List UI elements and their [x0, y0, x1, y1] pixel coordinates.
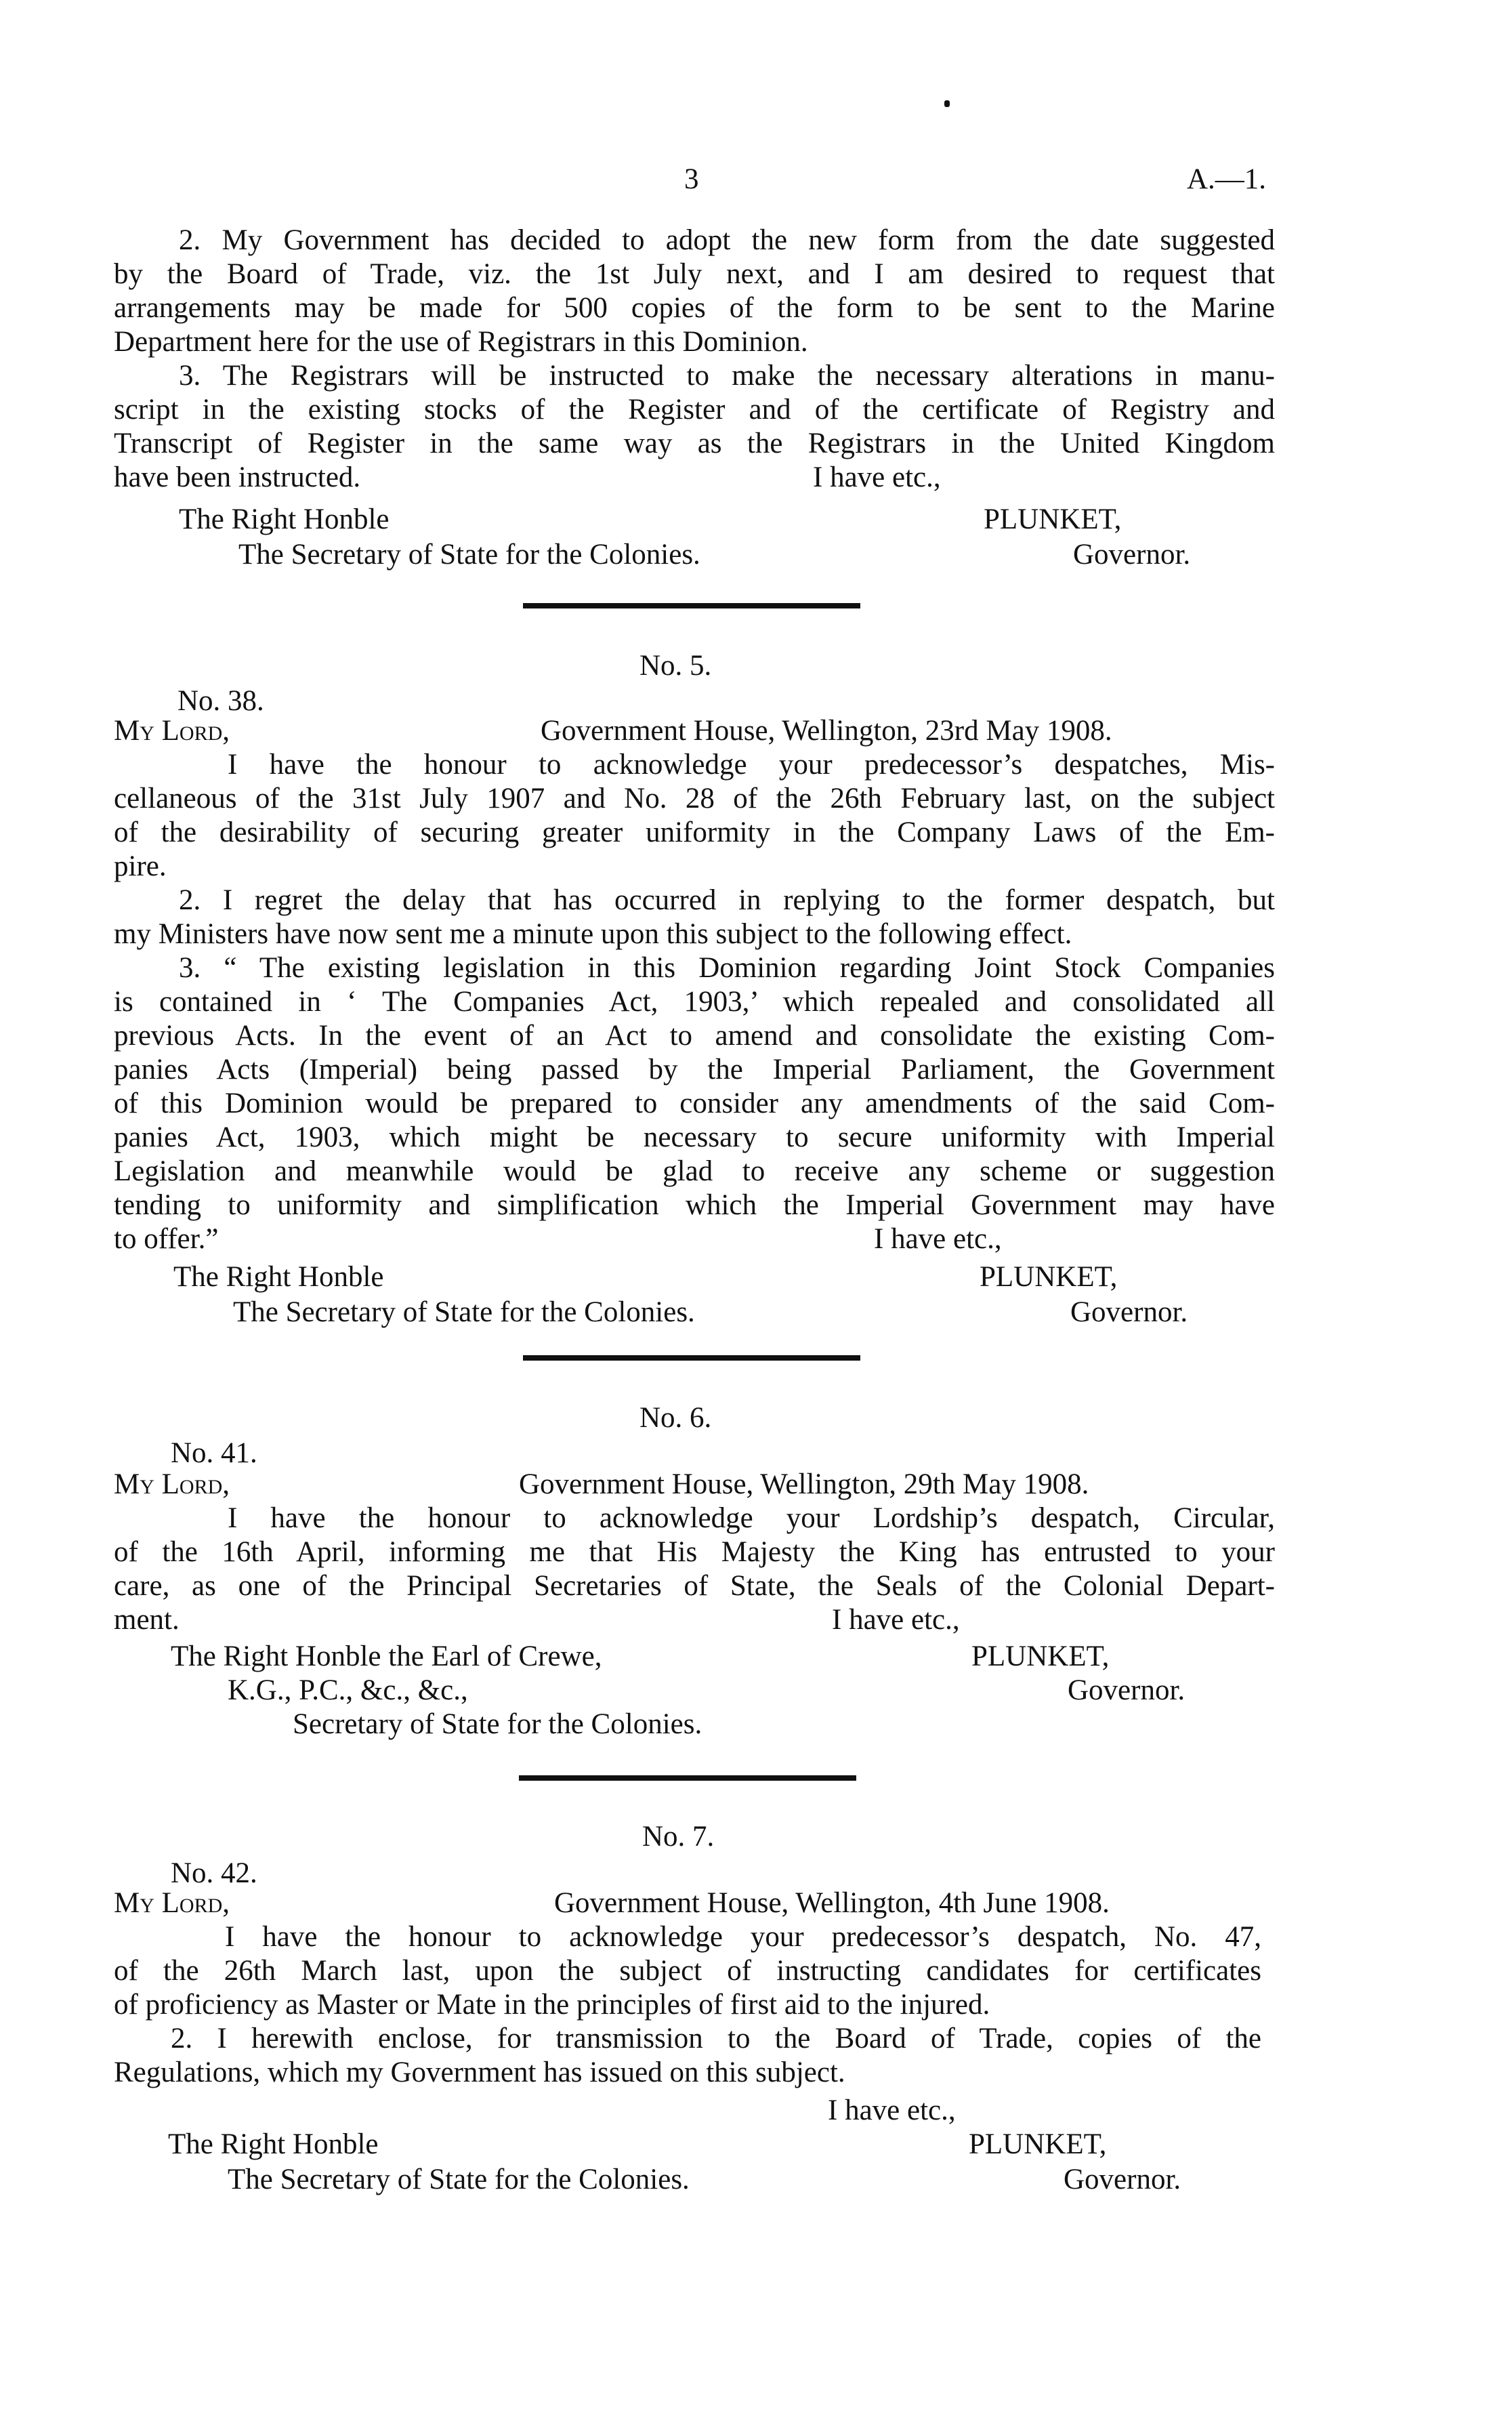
closing-i-have: I have etc.,	[828, 2094, 956, 2126]
text-line: panies Act, 1903, which might be necessary to secure uniformity with Imperial	[114, 1121, 1275, 1153]
addressee-line: The Secretary of State for the Colonies.	[233, 1296, 695, 1328]
text-line: care, as one of the Principal Secretaries of State, the Seals of the Colonial Depart-	[114, 1570, 1275, 1602]
salutation: My Lord,	[114, 715, 230, 747]
text-line: Department here for the use of Registrars in this Dominion.	[114, 326, 808, 358]
addressee-line: Secretary of State for the Colonies.	[293, 1708, 702, 1740]
text-line: 3. “ The existing legislation in this Dominion regarding Joint Stock Companies	[179, 952, 1275, 984]
text-line: Legislation and meanwhile would be glad to receive any scheme or suggestion	[114, 1155, 1275, 1187]
addressee-line: The Right Honble the Earl of Crewe,	[171, 1640, 602, 1672]
place-date: Government House, Wellington, 4th June 1908.	[554, 1887, 1110, 1919]
despatch-number: No. 41.	[171, 1437, 257, 1469]
document-reference: A.—1.	[1187, 163, 1267, 195]
signature: PLUNKET,	[971, 1640, 1110, 1672]
section-heading: No. 5.	[639, 650, 712, 682]
text-line: pire.	[114, 850, 167, 882]
text-line: script in the existing stocks of the Register and of the certificate of Registry and	[114, 394, 1275, 426]
closing-i-have: I have etc.,	[813, 461, 941, 493]
signature-title: Governor.	[1073, 539, 1191, 571]
text-line: 3. The Registrars will be instructed to make the necessary alterations in manu-	[179, 360, 1275, 392]
section-divider	[523, 1355, 860, 1361]
text-line: 2. I herewith enclose, for transmission to the Board of Trade, copies of the	[171, 2023, 1261, 2054]
signature-title: Governor.	[1064, 2164, 1181, 2195]
text-line: ment.	[114, 1604, 180, 1636]
place-date: Government House, Wellington, 23rd May 1908.	[541, 715, 1112, 747]
text-line: Transcript of Register in the same way as the Registrars in the United Kingdom	[114, 428, 1275, 459]
closing-i-have: I have etc.,	[874, 1223, 1002, 1255]
section-heading: No. 6.	[639, 1402, 712, 1434]
text-line: is contained in ‘ The Companies Act, 1903,’ which repealed and consolidated all	[114, 986, 1275, 1018]
section-divider	[519, 1775, 856, 1781]
text-line: have been instructed.	[114, 461, 361, 493]
place-date: Government House, Wellington, 29th May 1908.	[519, 1468, 1089, 1500]
despatch-number: No. 38.	[177, 685, 264, 717]
text-line: 2. I regret the delay that has occurred in replying to the former despatch, but	[179, 884, 1275, 916]
signature: PLUNKET,	[984, 503, 1122, 535]
text-line: 2. My Government has decided to adopt the new form from the date suggested	[179, 224, 1275, 256]
stray-mark	[944, 100, 950, 107]
text-line: I have the honour to acknowledge your predecessor’s despatch, No. 47,	[225, 1921, 1261, 1953]
closing-i-have: I have etc.,	[832, 1604, 960, 1636]
addressee-line: The Right Honble	[168, 2128, 379, 2160]
section-heading: No. 7.	[642, 1821, 715, 1853]
signature: PLUNKET,	[969, 2128, 1107, 2160]
page-number: 3	[684, 163, 699, 195]
signature: PLUNKET,	[980, 1261, 1118, 1293]
salutation: My Lord,	[114, 1468, 230, 1500]
addressee-line: K.G., P.C., &c., &c.,	[228, 1674, 468, 1706]
text-line: panies Acts (Imperial) being passed by the Imperial Parliament, the Government	[114, 1054, 1275, 1086]
despatch-number: No. 42.	[171, 1857, 257, 1889]
addressee-line: The Secretary of State for the Colonies.	[238, 539, 700, 571]
addressee-line: The Right Honble	[179, 503, 390, 535]
text-line: I have the honour to acknowledge your Lordship’s despatch, Circular,	[228, 1502, 1275, 1534]
text-line: to offer.”	[114, 1223, 219, 1255]
section-divider	[523, 603, 860, 608]
text-line: I have the honour to acknowledge your predecessor’s despatches, Mis-	[228, 749, 1275, 781]
addressee-line: The Right Honble	[173, 1261, 384, 1293]
text-line: of the 16th April, informing me that His Majesty the King has entrusted to your	[114, 1536, 1275, 1568]
text-line: cellaneous of the 31st July 1907 and No. 28 of the 26th February last, on the subject	[114, 783, 1275, 814]
text-line: of the desirability of securing greater uniformity in the Company Laws of the Em-	[114, 817, 1275, 848]
salutation: My Lord,	[114, 1887, 230, 1919]
text-line: arrangements may be made for 500 copies of the form to be sent to the Marine	[114, 292, 1275, 324]
signature-title: Governor.	[1070, 1296, 1188, 1328]
text-line: Regulations, which my Government has issued on this subject.	[114, 2057, 845, 2088]
text-line: of this Dominion would be prepared to consider any amendments of the said Com-	[114, 1088, 1275, 1119]
text-line: by the Board of Trade, viz. the 1st July next, and I am desired to request that	[114, 258, 1275, 290]
text-line: of proficiency as Master or Mate in the principles of first aid to the injured.	[114, 1989, 990, 2021]
text-line: of the 26th March last, upon the subject of instructing candidates for certificates	[114, 1955, 1261, 1987]
signature-title: Governor.	[1068, 1674, 1185, 1706]
text-line: my Ministers have now sent me a minute upon this subject to the following effect.	[114, 918, 1072, 950]
addressee-line: The Secretary of State for the Colonies.	[228, 2164, 690, 2195]
text-line: previous Acts. In the event of an Act to amend and consolidate the existing Com-	[114, 1020, 1275, 1052]
text-line: tending to uniformity and simplification which the Imperial Government may have	[114, 1189, 1275, 1221]
